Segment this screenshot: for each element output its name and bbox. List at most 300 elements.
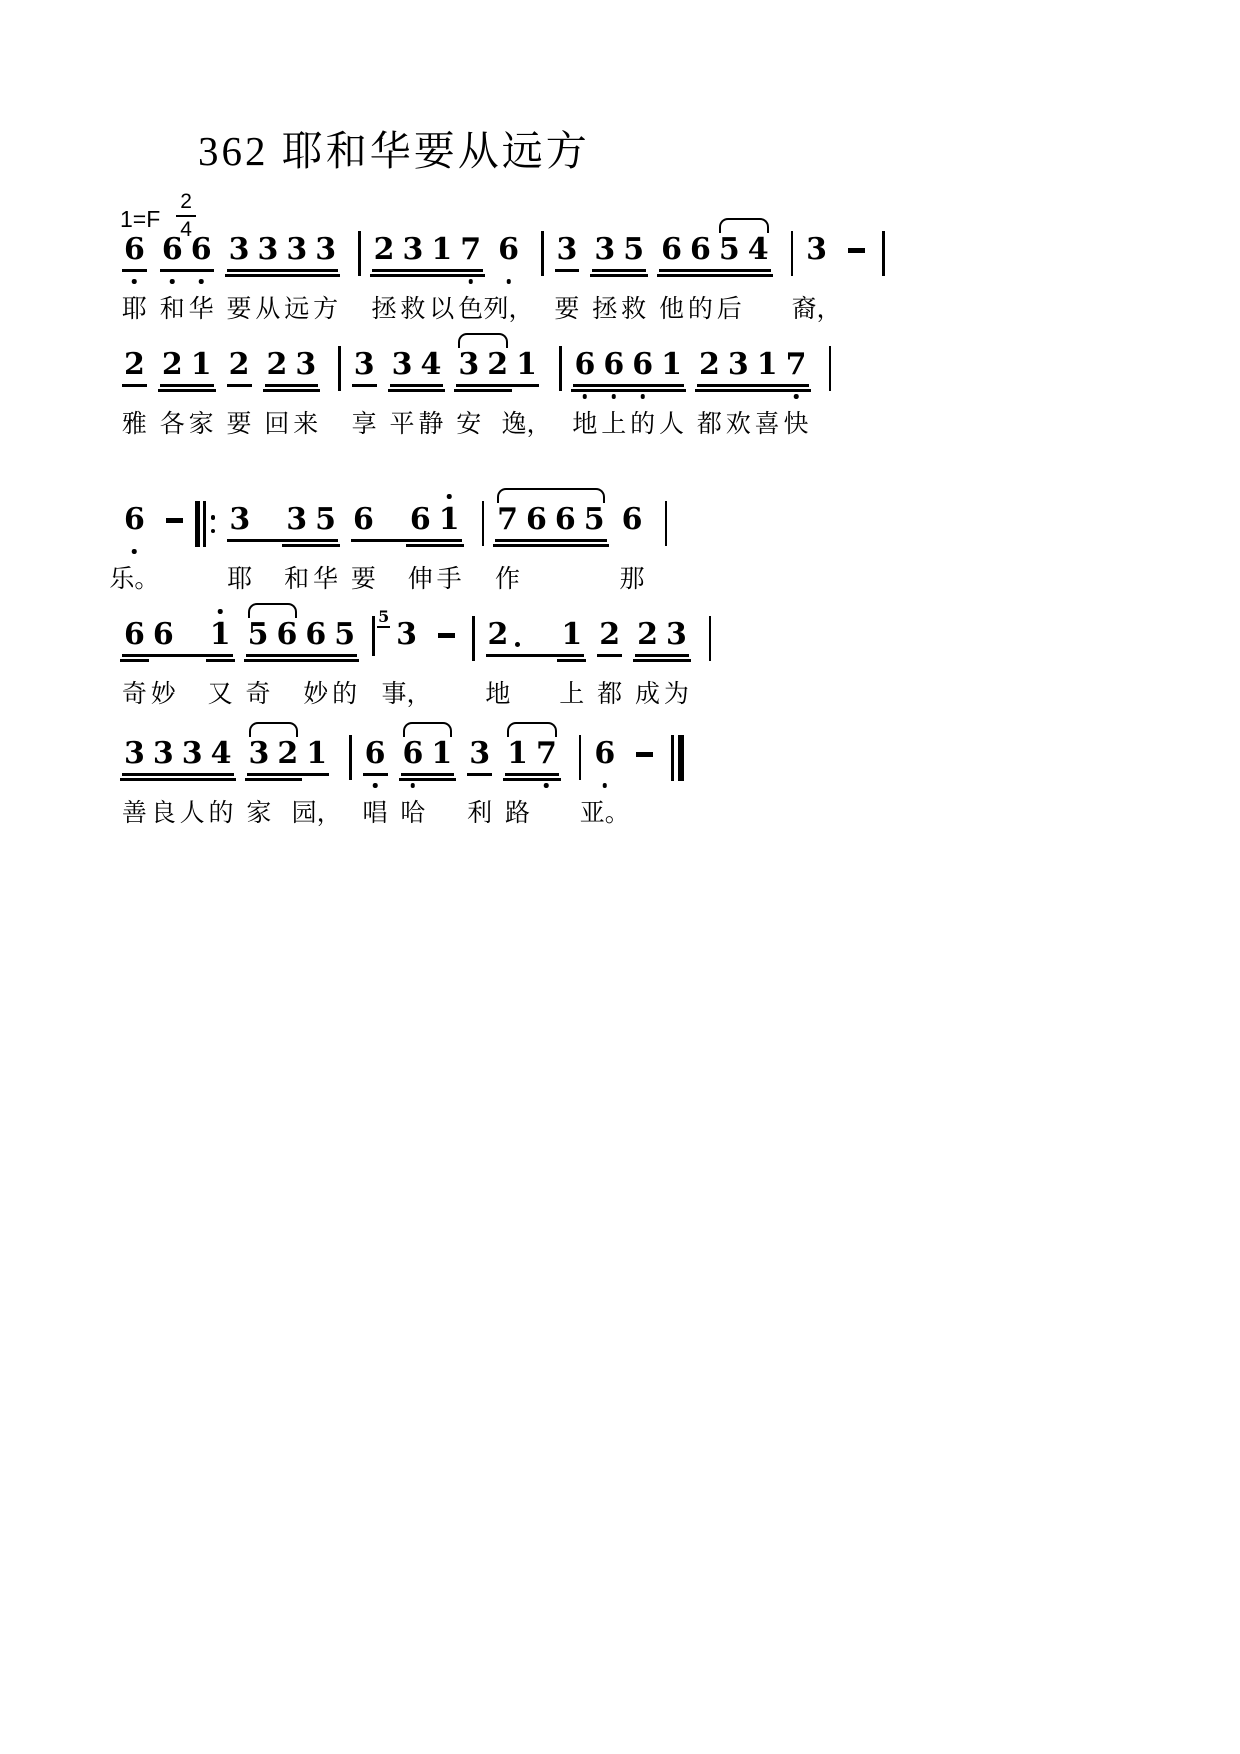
repeat-thin-bar <box>203 501 206 547</box>
music-line <box>120 607 720 710</box>
lyric-syllable: 要 <box>226 411 252 438</box>
barline <box>541 231 544 276</box>
note <box>282 233 311 321</box>
lyric-syllable: 唱 <box>362 800 388 827</box>
note-number: 6 <box>190 232 212 267</box>
note-number: 5 <box>623 232 645 267</box>
note <box>427 233 456 321</box>
beam-group <box>454 347 552 438</box>
note <box>158 348 187 436</box>
octave-dot-below <box>583 394 588 399</box>
note-number: 3 <box>257 232 279 267</box>
note-number: 6 <box>353 502 374 537</box>
note-number: 3 <box>229 502 251 537</box>
lyric-syllable: 拯 <box>592 296 618 323</box>
music-line <box>120 348 840 440</box>
note-number: 2 <box>599 617 621 652</box>
octave-dot-below <box>132 549 137 554</box>
beam-group <box>791 232 842 323</box>
lyric-syllable: 要 <box>350 566 376 593</box>
note <box>244 618 273 706</box>
note-number: 6 <box>124 232 145 267</box>
beam-group <box>225 348 254 436</box>
ending-mark-number: 5 <box>378 607 390 626</box>
repeat-start-sign <box>195 501 216 547</box>
note <box>349 503 378 591</box>
final-barline <box>671 735 684 781</box>
barline <box>482 501 485 546</box>
note <box>456 233 485 321</box>
note <box>503 737 532 825</box>
lyric-syllable: 回 <box>264 411 290 438</box>
barline <box>882 231 885 276</box>
note <box>493 503 522 591</box>
beam-group <box>120 737 236 825</box>
beam-group <box>579 736 630 827</box>
note-number: 3 <box>286 502 308 537</box>
music-line <box>120 233 894 325</box>
note <box>282 503 311 591</box>
note-number: 2 <box>637 617 658 652</box>
note-number: 3 <box>469 736 491 771</box>
note <box>399 737 428 825</box>
note <box>388 348 417 436</box>
note-number: 4 <box>210 736 232 771</box>
ending-mark-bar <box>372 616 375 656</box>
note <box>120 737 149 825</box>
note <box>187 233 216 321</box>
repeat-dots <box>211 501 216 547</box>
note <box>245 737 274 825</box>
note-number: 1 <box>431 232 453 267</box>
note-number: 6 <box>276 617 298 652</box>
note-number: 2 <box>487 617 509 652</box>
lyric-syllable: 亚。 <box>579 800 630 827</box>
lyric-syllable: 事， <box>381 681 432 708</box>
beam-group <box>657 233 773 321</box>
note-number: 3 <box>152 736 174 771</box>
beam-group <box>484 618 587 706</box>
beam-group <box>109 502 160 593</box>
note <box>483 232 534 323</box>
octave-dot-below <box>373 783 378 788</box>
note <box>753 348 782 436</box>
tie-arc <box>715 233 773 321</box>
note <box>686 233 715 321</box>
note-number: 2 <box>161 347 183 382</box>
page-title: 362 耶和华要从远方 <box>198 128 590 174</box>
beam-group <box>503 737 561 825</box>
time-signature-denominator: 4 <box>180 218 192 241</box>
note-number: 7 <box>536 736 557 771</box>
note <box>206 618 235 706</box>
note <box>619 233 648 321</box>
note-number: 1 <box>438 502 460 537</box>
note-number: 5 <box>718 232 740 267</box>
lyric-syllable: 乐。 <box>109 566 160 593</box>
lyric-syllable: 奇 <box>245 681 271 708</box>
lyric-syllable: 逸， <box>501 411 552 438</box>
final-thin-bar <box>671 735 674 781</box>
note <box>330 618 359 706</box>
note-number: 3 <box>124 736 145 771</box>
barline <box>665 501 668 546</box>
lyric-syllable: 拯 <box>371 296 397 323</box>
note <box>657 348 686 436</box>
note <box>782 348 811 436</box>
lyric-syllable: 享 <box>351 411 377 438</box>
lyric-syllable: 和 <box>159 296 185 323</box>
lyric-syllable: 来 <box>293 411 319 438</box>
lyric-syllable: 快 <box>783 411 809 438</box>
note-number: 5 <box>334 617 356 652</box>
barline <box>791 231 794 276</box>
note-number: 3 <box>315 232 337 267</box>
beam-group <box>553 233 582 321</box>
lyric-syllable: 以 <box>429 296 455 323</box>
octave-dot-below <box>612 394 617 399</box>
octave-dot-below <box>132 279 137 284</box>
note <box>633 618 662 706</box>
note-number: 3 <box>402 232 424 267</box>
note-number: 3 <box>248 736 270 771</box>
tie-arc <box>399 737 457 825</box>
note <box>350 348 379 436</box>
beam-group <box>388 348 446 436</box>
note-number: 1 <box>190 347 212 382</box>
note-number: 6 <box>526 502 547 537</box>
note <box>417 348 446 436</box>
note-number: 2 <box>277 736 299 771</box>
lyric-syllable: 各 <box>159 411 185 438</box>
note <box>590 233 619 321</box>
note <box>207 737 236 825</box>
ending-mark <box>370 607 390 662</box>
note-number: 3 <box>391 347 413 382</box>
lyric-syllable: 要 <box>554 296 580 323</box>
note-number: 6 <box>402 736 424 771</box>
note <box>662 618 691 706</box>
lyric-syllable: 耶 <box>227 566 253 593</box>
note <box>724 348 753 436</box>
note <box>580 503 609 591</box>
note <box>557 618 586 706</box>
note <box>311 503 340 591</box>
note-number: 6 <box>621 502 643 537</box>
lyric-syllable: 平 <box>389 411 415 438</box>
lyric-syllable: 上 <box>601 411 627 438</box>
lyric-syllable: 都 <box>696 411 722 438</box>
note-number: 3 <box>806 232 827 267</box>
lyric-syllable: 欢 <box>725 411 751 438</box>
note-number: 1 <box>756 347 778 382</box>
note-number: 6 <box>124 502 145 537</box>
note-number: 3 <box>727 347 749 382</box>
note-number: 5 <box>583 502 605 537</box>
beam-group <box>349 503 464 591</box>
lyric-syllable: 他 <box>659 296 685 323</box>
lyric-syllable: 喜 <box>754 411 780 438</box>
lyric-syllable: 路 <box>505 800 531 827</box>
note-number: 3 <box>396 617 417 652</box>
lyric-syllable: 列， <box>483 296 534 323</box>
barline <box>358 231 361 276</box>
lyric-syllable: 的 <box>687 296 713 323</box>
beam-group <box>263 348 321 436</box>
lyric-syllable: 的 <box>208 800 234 827</box>
note <box>301 618 330 706</box>
note-number: 6 <box>161 232 183 267</box>
lyric-syllable: 家 <box>246 800 272 827</box>
beam-group <box>399 737 457 825</box>
note <box>744 233 773 321</box>
note-number: 2 <box>228 347 250 382</box>
note-number: 2 <box>373 232 395 267</box>
beam-group <box>120 618 235 706</box>
beam-group <box>120 233 149 321</box>
note <box>225 233 254 321</box>
note-number: 2 <box>124 347 145 382</box>
note-number: 3 <box>353 347 375 382</box>
beam-group <box>158 233 216 321</box>
note-number: 6 <box>498 232 519 267</box>
beam-group <box>350 348 379 436</box>
tie-arc <box>244 618 302 706</box>
note-number: 6 <box>124 617 145 652</box>
lyric-syllable: 家 <box>188 411 214 438</box>
beam-group <box>225 503 340 591</box>
lyric-syllable: 的 <box>630 411 656 438</box>
hold-dash <box>438 633 455 638</box>
note <box>695 348 724 436</box>
beam-group <box>595 618 624 706</box>
note <box>551 503 580 591</box>
octave-dot-below <box>544 783 549 788</box>
note-number: 6 <box>574 347 596 382</box>
lyric-syllable: 耶 <box>121 296 147 323</box>
lyric-syllable: 利 <box>467 800 493 827</box>
beam-group <box>465 737 494 825</box>
beam-group <box>493 503 609 591</box>
beam-group <box>695 348 811 436</box>
note-number: 3 <box>594 232 616 267</box>
note-number: 3 <box>556 232 578 267</box>
note <box>599 348 628 436</box>
beam-group <box>370 233 486 321</box>
note <box>254 233 283 321</box>
note-number: 6 <box>603 347 625 382</box>
lyric-syllable: 人 <box>659 411 685 438</box>
lyric-syllable: 华 <box>188 296 214 323</box>
note-number: 6 <box>632 347 654 382</box>
lyric-syllable: 都 <box>597 681 623 708</box>
note <box>291 736 342 827</box>
beam-group <box>244 618 360 706</box>
note-number: 3 <box>286 232 308 267</box>
final-thick-bar <box>678 735 685 781</box>
beam-group <box>381 617 432 708</box>
lyric-syllable: 手 <box>436 566 462 593</box>
beam-group <box>590 233 648 321</box>
octave-dot-below <box>640 394 645 399</box>
beam-group <box>571 348 687 436</box>
note-number: 4 <box>747 232 769 267</box>
lyric-syllable: 上 <box>559 681 585 708</box>
note-number: 6 <box>554 502 576 537</box>
lyric-syllable: 地 <box>572 411 598 438</box>
lyric-syllable: 又 <box>207 681 233 708</box>
note <box>120 348 149 436</box>
note-number: 5 <box>315 502 336 537</box>
note <box>263 348 292 436</box>
note <box>553 233 582 321</box>
note <box>120 233 149 321</box>
note <box>454 348 483 436</box>
note-number: 6 <box>364 736 386 771</box>
note-number: 1 <box>431 736 453 771</box>
beam-group <box>633 618 691 706</box>
beam-group <box>618 503 647 591</box>
note-number: 6 <box>594 736 616 771</box>
beam-group <box>483 232 534 323</box>
lyric-syllable: 救 <box>621 296 647 323</box>
note <box>484 618 513 706</box>
time-signature-numerator: 2 <box>176 190 196 217</box>
note <box>109 502 160 593</box>
key-label: 1=F <box>120 206 161 232</box>
music-line <box>109 502 676 595</box>
lyric-syllable: 后 <box>716 296 742 323</box>
lyric-syllable: 作 <box>495 566 521 593</box>
lyric-syllable: 哈 <box>400 800 426 827</box>
note-number: 6 <box>152 617 174 652</box>
lyric-syllable: 安 <box>456 411 482 438</box>
lyric-syllable: 奇 <box>121 681 147 708</box>
note-number: 4 <box>420 347 442 382</box>
octave-dot-below <box>794 394 799 399</box>
note <box>158 233 187 321</box>
music-line <box>120 737 690 829</box>
lyric-syllable: 善 <box>121 800 147 827</box>
note <box>618 503 647 591</box>
beam-group <box>245 736 342 827</box>
octave-dot-below <box>506 279 511 284</box>
note <box>715 233 744 321</box>
hold-dash <box>636 752 653 757</box>
octave-dot-above <box>218 609 223 614</box>
augmentation-dot <box>515 642 520 647</box>
note <box>225 348 254 436</box>
barline <box>579 735 582 780</box>
note-number: 2 <box>266 347 288 382</box>
lyric-syllable: 伸 <box>407 566 433 593</box>
lyric-syllable: 要 <box>226 296 252 323</box>
beam-group <box>120 348 149 436</box>
note <box>187 348 216 436</box>
note-number: 1 <box>507 736 528 771</box>
lyric-syllable: 人 <box>179 800 205 827</box>
note <box>291 348 320 436</box>
lyric-syllable: 色 <box>458 296 484 323</box>
barline <box>349 735 352 780</box>
beam-group <box>225 233 341 321</box>
barline <box>709 616 712 661</box>
lyric-syllable: 地 <box>485 681 511 708</box>
note <box>178 737 207 825</box>
note-number: 3 <box>666 617 687 652</box>
note <box>522 503 551 591</box>
lyric-syllable: 从 <box>255 296 281 323</box>
note <box>501 347 552 438</box>
lyric-syllable: 裔， <box>791 296 842 323</box>
note-number: 3 <box>228 232 250 267</box>
lyric-syllable: 华 <box>313 566 339 593</box>
repeat-thick-bar <box>195 501 201 547</box>
note-number: 1 <box>209 617 231 652</box>
octave-dot-below <box>603 783 608 788</box>
note <box>120 618 149 706</box>
note <box>465 737 494 825</box>
note <box>595 618 624 706</box>
lyric-syllable: 雅 <box>121 411 147 438</box>
beam-group <box>158 348 216 436</box>
tie-arc <box>503 737 561 825</box>
note-number: 6 <box>409 502 431 537</box>
note <box>361 737 390 825</box>
note <box>435 503 464 591</box>
note-number: 1 <box>306 736 328 771</box>
octave-dot-above <box>447 494 452 499</box>
note <box>273 618 302 706</box>
note <box>370 233 399 321</box>
note-number: 3 <box>458 347 480 382</box>
lyric-syllable: 妙 <box>150 681 176 708</box>
note-number: 1 <box>661 347 682 382</box>
lyric-syllable: 远 <box>284 296 310 323</box>
note-number: 1 <box>561 617 583 652</box>
lyric-syllable: 为 <box>663 681 689 708</box>
octave-dot-below <box>170 279 175 284</box>
lyric-syllable: 救 <box>400 296 426 323</box>
note <box>149 618 178 706</box>
lyric-syllable: 良 <box>150 800 176 827</box>
note <box>791 232 842 323</box>
note <box>225 503 254 591</box>
hold-dash <box>166 518 183 523</box>
note <box>399 233 428 321</box>
note <box>657 233 686 321</box>
note-number: 5 <box>247 617 269 652</box>
lyric-syllable: 和 <box>284 566 310 593</box>
lyric-syllable: 方 <box>313 296 339 323</box>
barline <box>338 346 341 391</box>
barline <box>472 616 475 661</box>
note <box>532 737 561 825</box>
note-number: 7 <box>785 347 807 382</box>
note <box>406 503 435 591</box>
note-number: 7 <box>460 232 482 267</box>
note-number: 3 <box>295 347 317 382</box>
octave-dot-below <box>468 279 473 284</box>
barline <box>829 346 832 391</box>
barline <box>559 346 562 391</box>
hold-dash <box>848 248 865 253</box>
lyric-syllable: 静 <box>418 411 444 438</box>
note-number: 2 <box>699 347 720 382</box>
lyric-syllable: 园， <box>291 800 342 827</box>
tie-arc <box>493 503 609 591</box>
note-number: 1 <box>516 347 537 382</box>
